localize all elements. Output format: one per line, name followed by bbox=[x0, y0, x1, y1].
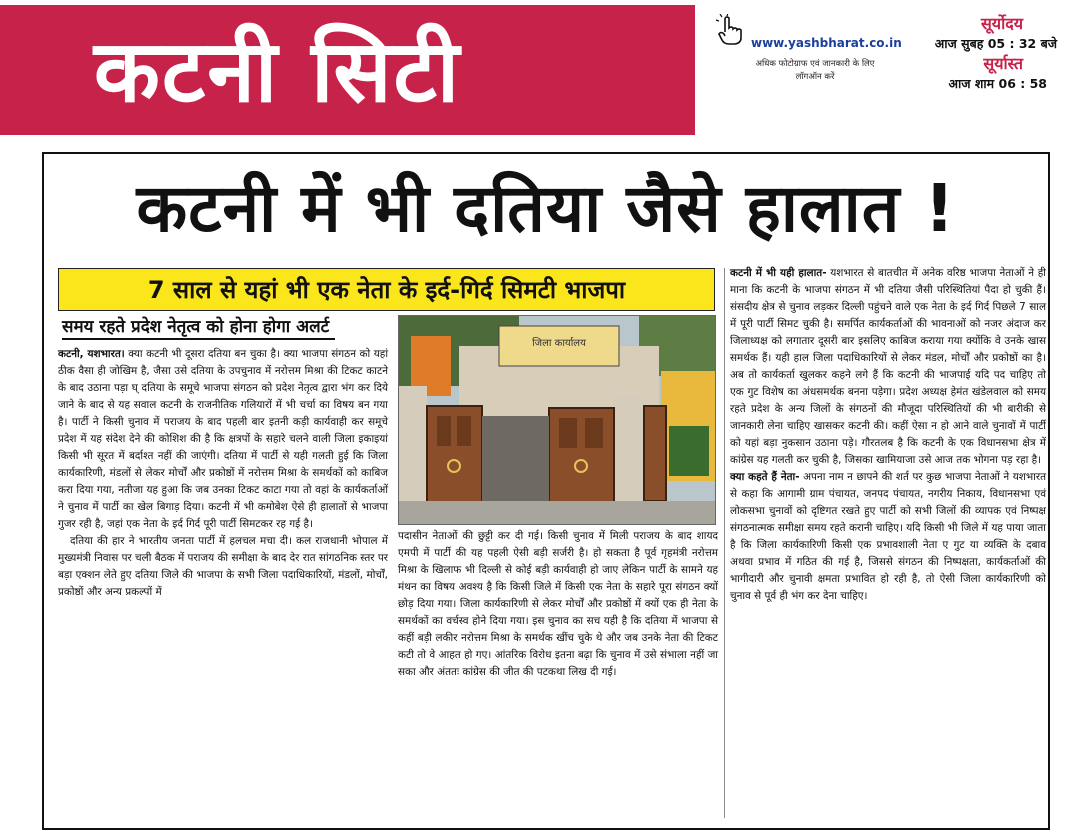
kicker: समय रहते प्रदेश नेतृत्व को होना होगा अलर्ट bbox=[62, 314, 335, 340]
sun-times-panel bbox=[915, 14, 1065, 114]
article-column-3 bbox=[730, 265, 1046, 820]
paragraph bbox=[730, 265, 1046, 469]
sunrise-time: आज सुबह 05 : 32 बजे bbox=[934, 36, 1057, 51]
masthead-banner bbox=[0, 5, 695, 135]
party-office-photo bbox=[398, 315, 716, 525]
section-lead: कटनी में भी यही हालात- bbox=[730, 267, 827, 279]
article-column-1 bbox=[58, 346, 388, 816]
website-note: अधिक फोटोग्राफ एवं जानकारी के लिए लॉगऑन करें bbox=[755, 59, 875, 82]
sunset-label: सूर्यास्त bbox=[983, 54, 1023, 73]
paragraph-text: यशभारत से बातचीत में अनेक वरिष्ठ भाजपा नेताओं ने ही माना कि कटनी के भाजपा संगठन में भी दतिया जैसी परिस्थितियां पैदा हो चुकी हैं। संसदीय क्षेत्र से चुनाव लड़कर दिल्ली पहुंचने वाले एक नेता के इर्द गिर्द पिछले 7 साल में पूरी पार्टी सिमट चुकी है। समर्पित कार्यकर्ताओं की भावनाओं को नजर अंदाज कर जिलाध्यक्ष को लगातार दूसरी बार इसलिए काबिज कराया गया क्योंकि वे उनके खास समर्थक हैं। यही हाल जिला पदाधिकारियों से लेकर मंडल, मोर्चों और प्रकोष्ठों का है। अब तो कार्यकर्ता खुलकर कहने लगे हैं कि कटनी की भाजपाई यदि पद चाहिए तो एक गुट विशेष का अंधसमर्थक बनना पड़ेगा। प्रदेश अध्यक्ष हेमंत खंडेलवाल को समय रहते प्रदेश के अन्य जिलों के संगठनों की मौजूदा परिस्थितियों की भी बारीकी से जानकारी लेना चाहिए खासकर कटनी की। कहीं ऐसा न हो आने वाले चुनावों में पार्टी को यहां बड़ा नुकसान उठाना पड़े। गौरतलब है कि कटनी के एक विधानसभा क्षेत्र में कांग्रेस यह गलती कर चुकी है, जिसका खामियाजा उसे आज तक भोगना पड़ रहा है। bbox=[730, 267, 1046, 466]
subhead-box bbox=[58, 268, 715, 311]
website-link[interactable]: www.yashbharat.co.in bbox=[751, 36, 902, 50]
paragraph bbox=[58, 346, 388, 533]
party-office-photo-illustration bbox=[399, 316, 716, 525]
dateline: कटनी, यशभारत। bbox=[58, 348, 125, 360]
paragraph: दतिया की हार ने भारतीय जनता पार्टी में हलचल मचा दी। कल राजधानी भोपाल में मुख्यमंत्री निवास पर चली बैठक में पराजय की समीक्षा के बाद देर रात सांगठनिक स्तर पर बड़ा एक्शन लेते हुए दतिया जिले की भाजपा के सभी जिला पदाधिकारियों, मंडलों, मोर्चों, प्रकोष्ठों और अन्य प्रकल्पों में bbox=[58, 535, 388, 598]
paragraph: पदासीन नेताओं की छुट्टी कर दी गई। किसी चुनाव में मिली पराजय के बाद शायद एमपी में पार्टी की यह पहली ऐसी बड़ी सर्जरी है। हो सकता है पूर्व गृहमंत्री नरोत्तम मिश्रा के खिलाफ भी दिल्ली से कोई बड़ी कार्यवाही हो जाए लेकिन पार्टी के सामने यह मंथन का विषय अवश्य है कि किसी जिले में किसी एक नेता के सहारे पूरा संगठन क्यों छोड़ दिया गया। जिला कार्यकारिणी से लेकर मोर्चों और प्रकोष्ठों में क्यों एक ही नेता के समर्थकों का वर्चस्व होने दिया गया। इस चुनाव का सच यही है कि दतिया में भाजपा से कहीं बड़ी लकीर नरोत्तम मिश्रा के समर्थक खींच चुके थे और जब उनके नेता की टिकट कटी तो वे आहत हो गए। आंतरिक विरोध इतना बढ़ा कि चुनाव में उसे संभाला नहीं जा सका और अंततः कांग्रेस की जीत की पटकथा लिख दी गई। bbox=[398, 530, 718, 678]
paragraph-text: अपना नाम न छापने की शर्त पर कुछ भाजपा नेताओं ने यशभारत से कहा कि आगामी ग्राम पंचायत, जनपद पंचायत, नगरीय निकाय, विधानसभा एवं लोकसभा चुनावों को दृष्टिगत रखते हुए पार्टी को सभी जिलों की व्यापक एवं निष्पक्ष संगठनात्मक समीक्षा समय रहते करानी चाहिए। यदि किसी भी जिले में यह पाया जाता है कि जिला कार्यकारिणी किसी एक प्रभावशाली नेता ए गुट या व्यक्ति के दबाव अथवा प्रभाव में गठित की गई है, जिससे संगठन की निष्पक्षता, कार्यकर्ताओं की भागीदारी और चुनावी क्षमता प्रभावित हो रही है, तो ऐसी जिला कार्यकारिणी को चुनाव से पूर्व ही भंग कर देना चाहिए। bbox=[730, 471, 1046, 602]
subheadline: 7 साल से यहां भी एक नेता के इर्द-गिर्द सिमटी भाजपा bbox=[147, 276, 626, 304]
pointing-hand-icon bbox=[715, 14, 747, 46]
sunrise-label: सूर्योदय bbox=[980, 14, 1023, 33]
web-promo bbox=[715, 14, 900, 94]
paragraph bbox=[730, 469, 1046, 605]
column-divider bbox=[724, 268, 725, 818]
headline: कटनी में भी दतिया जैसे हालात ! bbox=[136, 170, 956, 247]
photo-sign-text: जिला कार्यालय bbox=[532, 338, 586, 349]
article-column-2 bbox=[398, 528, 718, 820]
section-lead: क्या कहते हैं नेता- bbox=[730, 471, 800, 483]
paragraph-text: क्या कटनी भी दूसरा दतिया बन चुका है। क्या भाजपा संगठन को यहां ठीक वैसा ही जोखिम है, जैसा उसे दतिया के उपचुनाव में नरोत्तम मिश्रा की टिकट काटने के बाद उठाना पड़ा घ् दतिया के समूचे भाजपा संगठन को प्रदेश नेतृत्व द्वारा भंग कर दिये जाने के बाद से यह सवाल कटनी के राजनीतिक गलियारों में भी चर्चा का विषय बन गया है। पार्टी ने किसी चुनाव में पराजय के बाद पहली बार इतनी कड़ी कार्यवाही कर समूचे प्रदेश में यह संदेश देने की कोशिश की है कि क्षत्रपों के सहारे चलने वाली जिला इकाइयां किसी भी सूरत में बर्दाश्त नहीं की जाएंगी। दतिया में पार्टी से यही गलती हुई कि जिला कार्यकारिणी, मंडलों से लेकर मोर्चों और प्रकोष्ठों में नरोत्तम मिश्रा के समर्थकों को काबिज करा दिया गया, नतीजा यह हुआ कि जब उनका टिकट काटा गया तो वहां के कार्यकर्ताओं ने चुनाव में पार्टी का खेल बिगाड़ दिया। कटनी में भी कमोबेश ऐसे ही हालातों से भाजपा गुजर रही है, जहां एक नेता के इर्द गिर्द पूरी पार्टी सिमटकर रह गई है। bbox=[58, 348, 389, 530]
sunset-time: आज शाम 06 : 58 bbox=[948, 76, 1047, 91]
masthead-title: कटनी सिटी bbox=[93, 21, 462, 122]
